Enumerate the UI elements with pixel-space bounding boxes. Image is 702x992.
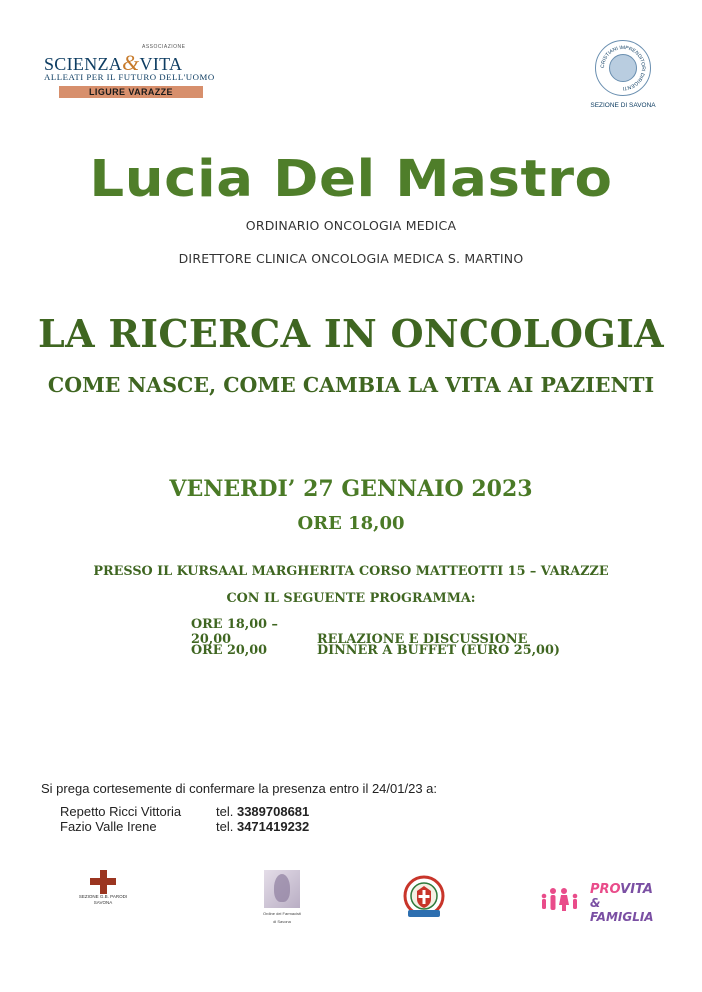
program-time: ORE 18,00 – 20,00	[191, 617, 278, 647]
cross-icon	[90, 870, 116, 894]
logo-brand-part1: SCIENZA	[44, 54, 123, 74]
contact-row	[60, 804, 309, 819]
speaker-role-2: DIRETTORE CLINICA ONCOLOGIA MEDICA S. MARTINO	[178, 251, 524, 266]
provita-famiglia-logo	[538, 882, 668, 924]
provita-pro: PRO	[590, 882, 621, 897]
logo-brand-part2: VITA	[139, 54, 183, 74]
program-activity: DINNER A BUFFET (EURO 25,00)	[317, 643, 560, 658]
event-title: LA RICERCA IN ONCOLOGIA	[38, 311, 664, 356]
contact-tel-label: tel.	[216, 819, 234, 834]
speaker-name: Lucia Del Mastro	[89, 150, 613, 209]
contact-row	[60, 819, 309, 834]
seal-ring-text: CRISTIANI IMPRENDITORI DIRIGENTI	[599, 44, 647, 92]
order-caption-1: SEZIONE G.B. PARODI	[78, 894, 128, 899]
event-venue: PRESSO IL KURSAAL MARGHERITA CORSO MATTEOTTI 15 – VARAZZE	[93, 564, 609, 579]
contact-phone[interactable]: 3471419232	[236, 819, 310, 834]
speaker-role-1: ORDINARIO ONCOLOGIA MEDICA	[245, 218, 457, 233]
order-caption-2: SAVONA	[93, 900, 113, 905]
logo-brand-amp: &	[122, 50, 140, 75]
logo-chapter: LIGURE VARAZZE	[59, 86, 203, 98]
pharmacists-caption-1: Ordine dei Farmacisti	[262, 911, 301, 916]
program-time: ORE 20,00	[191, 643, 268, 658]
order-cross-logo	[72, 869, 134, 917]
family-icon	[538, 886, 586, 914]
program-row	[191, 643, 560, 658]
program-intro: CON IL SEGUENTE PROGRAMMA:	[226, 591, 476, 606]
logo-tagline: ALLEATI PER IL FUTURO DELL'UOMO	[44, 72, 215, 82]
program-activity: RELAZIONE E DISCUSSIONE	[317, 632, 528, 647]
event-date: VENERDI’ 27 GENNAIO 2023	[169, 476, 533, 502]
logo-association-label: ASSOCIAZIONE	[142, 44, 186, 50]
contact-name: Repetto Ricci Vittoria	[60, 804, 182, 819]
pharmacists-emblem-icon	[264, 870, 300, 908]
badge-shield-logo	[402, 874, 446, 920]
scienza-vita-logo	[44, 42, 234, 112]
contact-phone[interactable]: 3389708681	[236, 804, 310, 819]
ucid-seal-logo	[588, 40, 658, 114]
contact-name: Fazio Valle Irene	[60, 819, 157, 834]
provita-word-1	[590, 882, 653, 897]
rsvp-text: Si prega cortesemente di confermare la presenza entro il 24/01/23 a:	[41, 781, 438, 796]
seal-circle	[595, 40, 651, 96]
event-subtitle: COME NASCE, COME CAMBIA LA VITA AI PAZIENTI	[47, 373, 655, 397]
pharmacists-caption-2: di Savona	[273, 919, 291, 924]
event-time: ORE 18,00	[297, 513, 405, 534]
contact-tel-label: tel.	[216, 804, 234, 819]
seal-emblem-icon	[609, 54, 637, 82]
seal-caption: SEZIONE DI SAVONA	[590, 102, 656, 109]
pharmacists-logo	[238, 870, 326, 928]
provita-word-2: & FAMIGLIA	[590, 896, 654, 924]
provita-vita: VITA	[620, 882, 653, 897]
